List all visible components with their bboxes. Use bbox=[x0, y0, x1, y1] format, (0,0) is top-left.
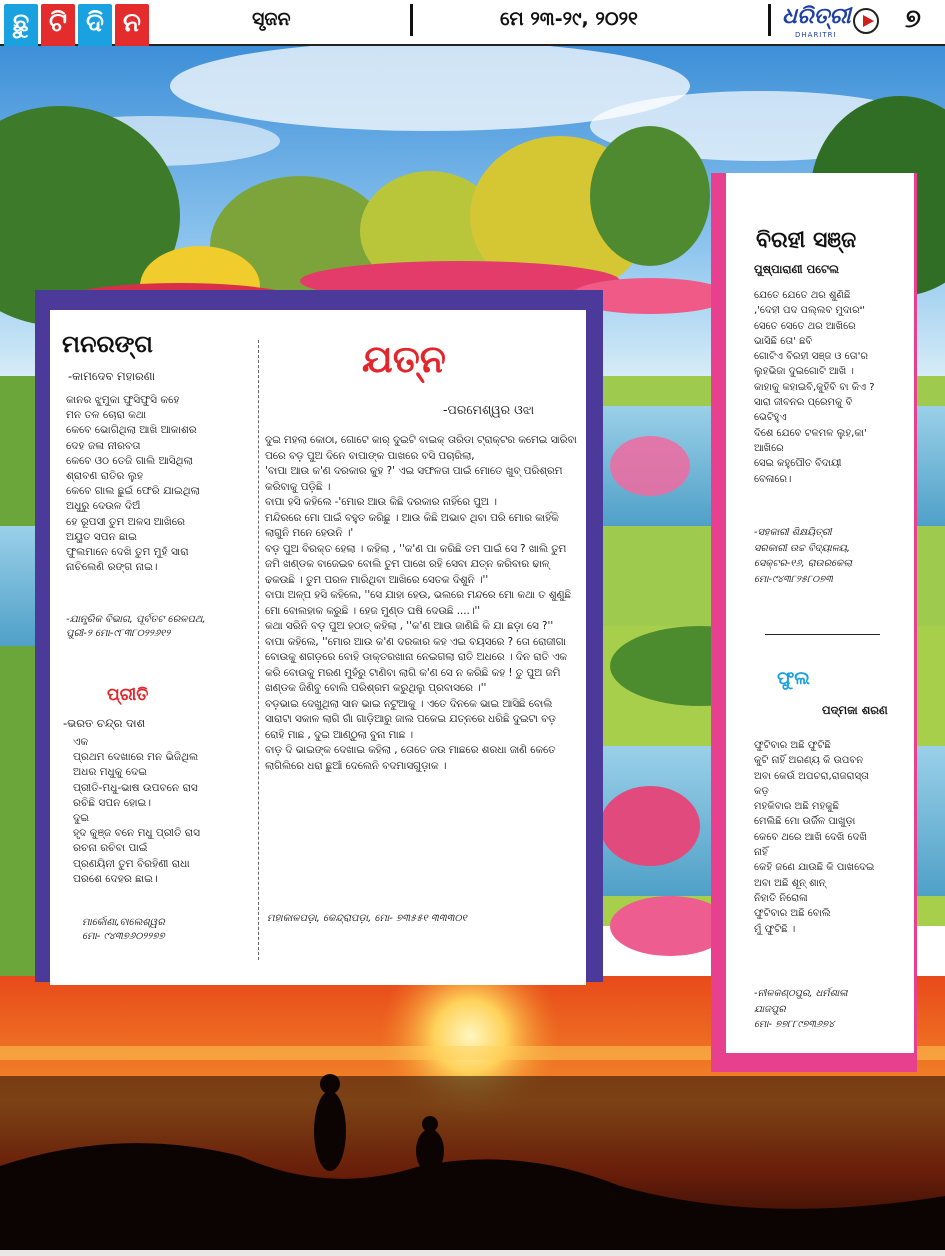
poem-body-priti: ଏକ ପ୍ରଥମ ଦେଖାରେ ମନ ଭିଜିଥିଲ ଅଧର ମଧୁକୁ ଦେଇ ପ୍ରୀତି-ମଧୁ-ଭାଷ ଉପବନେ ରାସ ରଚିଛି ସପନ ହୋଇ। ଦୁଇ ହୃଦ କୁଞ୍ଜ ବନେ ମଧୁ ପ୍ରୀତି ରାସ ରଚନା ରଚିବା ପାଇଁ ପ୍ରଣୟିନୀ ତୁମ ବିରହିଣୀ ରାଧା ପରଶେ ଦେହର ଛାଇ। bbox=[73, 736, 201, 885]
poem-title-birahi: ବିରହୀ ସଞ୍ଜ bbox=[756, 228, 857, 253]
poem-title-priti: ପ୍ରୀତି bbox=[107, 685, 149, 705]
publication-logo: ଧରିତ୍ରୀ bbox=[782, 4, 851, 29]
masthead-letter: ଟି bbox=[41, 4, 75, 62]
poem-body-manaranga: କାନର ଝୁମୁକା ଫୁସିଫୁସି କହେ ମନ ତଳ ଚୋରା କଥା କେବେ ଭୋଗିଥିଲା ଆଖି ଆକାଶର ଦେହ ଜଳା ନୀରବତା କେବେ ଓଠ ତେଜି ଗାଲି ଆସିଥିଲା ଶ୍ରାବଣ ରାତିର ଲୁହ କେବେ ଗାଲ ଛୁଇଁ ଫେରି ଯାଇଥିଲା ଅଧୁରୁ ଦେଉଳ ଦିଅଁ ହେ ରୂପସୀ ତୁମ ଅଳସ ଆଖିରେ ଅୟୁତ ସପନ ଛାଇ ଫୁଲମାନେ ଦେଖି ତୁମ ମୁହଁ ସାରା ନାଚିଲେଣି ରଙ୍ଗ ନାଇ। bbox=[66, 394, 200, 574]
story-credit-jatna: ମହାକାଳପଡ଼ା, କେନ୍ଦ୍ରାପଡ଼ା, ମୋ- ୭୩୫୫୧ ୩୩୩୦୧ bbox=[267, 913, 467, 924]
section-separator bbox=[765, 634, 880, 635]
poem-title-manaranga: ମନରଙ୍ଗ bbox=[62, 330, 153, 358]
poem-credit-priti: ମାର୍କୋଣା,ବାଲେଶ୍ୱର ମୋ- ୯୪୩୭୬୦୨୨୭୭ bbox=[82, 917, 165, 942]
masthead-letter: ଛୁ bbox=[4, 4, 38, 62]
page-bottom-edge bbox=[0, 1250, 945, 1256]
poem-credit-birahi: -ସହକାରୀ ଶିକ୍ଷୟିତ୍ରୀ ସରକାରୀ ଉଚ୍ଚ ବିଦ୍ୟାଳୟ, ସେକ୍ଟର-୧୬, ରାଉରକେଲା ମୋ-୯୪୩୮୨୫୮୦୭୩ bbox=[754, 527, 852, 585]
header-divider bbox=[410, 4, 413, 36]
poem-author-manaranga: -କାମଦେବ ମହାରଣା bbox=[68, 369, 156, 383]
masthead-letter: ନ bbox=[115, 4, 149, 62]
poem-author-birahi: ପୁଷ୍ପାରାଣୀ ପଟେଲ bbox=[754, 262, 839, 276]
section-name: ସୃଜନ bbox=[252, 8, 291, 30]
page-number: ୭ bbox=[905, 4, 921, 34]
poem-title-phula: ଫୁଲ bbox=[777, 668, 810, 689]
story-author-jatna: -ପରମେଶ୍ୱର ଓଝା bbox=[443, 402, 535, 417]
story-title-jatna: ଯତ୍ନ bbox=[362, 337, 446, 381]
story-body-jatna: ଦୁଇ ମହଲା କୋଠା, ଗୋଟେ କାର୍‌ ଦୁଇଟି ବାଇକ୍‌ ତାରିଡା ଟ୍ରାକ୍ଟର କମେଇ ସାରିବା ପରେ ବଡ଼ ପୁଅ ଦିନେ ବାପାଙ୍କ ପାଖରେ ବସି ପଚାରିଲା, 'ବାପା ଆଉ କ'ଣ ଦରକାର କୁହ ?' ଏଇ ସଫଳତା ପାଇଁ ମୋତେ ଖୁବ୍‌ ପରିଶ୍ରମ କରିବାକୁ ପଡ଼ିଛି । ବାପା ହସି କହିଲେ -'ମୋର ଆଉ କିଛି ଦରକାର ନାହିଁରେ ପୁଅ । ମନ୍ଦିରରେ ମୋ ପାଇଁ ବହୁତ କରିଛୁ । ଆଉ କିଛି ଅଭାବ ଥିବା ପରି ମୋର କାହିଁକି ଲାଗୁନି ମନେ ହେଉନି ।' ବଡ଼ ପୁଅ ବିରକ୍ତ ହେଲା । କହିଲା , ''କ'ଣ ପା କରିଛି ତମ ପାଇଁ ସେ ? ଖାଲି ତୁମ ଜମି ଖଣ୍ଡକ ବାଜେଇବ ବୋଲି ତୁମ ପାଖେ ରହି ସେବା ଯତ୍ନ କରିବାର ଢାଳ୍‌ ଢକଉଛି । ତୁମ ପରଳ ମାରିଥିବା ଆଖିରେ ସେତକ ଦିଶୁନି ।'' ବାପା ଅଳ୍ପ ହସି କହିଲେ, ''ସେ ଯାହା ହେଉ, ଭଲରେ ମନ୍ଦରେ ମୋ କଥା ତ ଶୁଣୁଛି ମୋ ବୋଲହାକ କରୁଛି । ହେଜ ମୁଣ୍ଡ ଘଷି ଦେଉଛି ....।'' କଥା ସରିନି ବଡ଼ ପୁଅ ହଠାତ୍‌ କହିଲା , ''କ'ଣ ଆଉ ଜାଣିଛି କି ଯା ଛଡ଼ା ସେ ?'' ବାପା କହିଲେ, ''ମୋର ଆଉ କ'ଣ ଦରକାର କହ ଏଇ ବୟସରେ ? ତୋ ରୋଜୀଗା ବୋଉକୁ ଶଗଡ଼ରେ ବୋହି ଡାକ୍ତରଖାନା ନେଇଗଲା ରାତି ଅଧରେ । ଦିନ ରାତି ଏକ କରି ବୋଉକୁ ମରଣ ମୁହଁରୁ ଟାଣିବା ଲାଗି କ'ଣ ସେ ନ କରିଛି କହ ! ତୁ ପୁଅ ଜମି ଖଣ୍ଡକ ଜିଣିବୁ ବୋଲି ପରିଶ୍ରମ କରୁଥିଲୁ ପ୍ରବାସରେ ।'' ବଡ଼ଭାଇ ଦେଖୁଥିଲା ସାନ ଭାଇ ନଟୁଆକୁ । ଏତେ ଦିନକେ ଭାଇ ଆସିଛି ବୋଲି ସାରାଟା ସକାଳ ଲାଗି ଗାଁ ଗାଡ଼ିଆରୁ ଜାଲ ପକେଇ ଯତ୍ନରେ ଧରିଛି ଦୁଇଟା ବଡ଼ ରୋହି ମାଛ , ଦୁଇ ଆଣ୍ଠୁଲା ବୁନା ମାଛ । ବାଡ଼ ଦି ଭାଇଙ୍କ ଦେଖାଇ କହିଲା , ତୋତେ ଜଉ ମାଛରେ ଶରଧା ଜାଣି କେତେ ଲାଗିଲିରେ ଧରା ଛୁଆଁ ଦେଲେନି ବଦମାସଗୁଡ଼ାକ । bbox=[265, 434, 577, 772]
poem-author-priti: -ଭରତ ଚନ୍ଦ୍ର ଦାଶ bbox=[63, 716, 146, 730]
poem-author-phula: ପଦ୍ମଜା ଶରଣ bbox=[822, 703, 888, 717]
poem-body-phula: ଫୁଟିବାର ଅଛି ଫୁଟିଛି କୁଟି ନାହିଁ ଅରଣ୍ୟ କି ଉପବନ ଅବା କେଉଁ ଅପଚରା,ରାଜରାସ୍ତା କଡ଼ ମହକିବାର ଅଛି ମହକୁଛି ମେଲିଛି ମୋ ଉର୍ଜିଳ ପାଖୁଡ଼ା କେବେ ଥରେ ଆଖି ଦେଖି ଦେଖି ନାହିଁ କେହି ଜଣେ ଯାଉଛି କି ପାଖଦେଇ ଅବା ଅଛି ଶୂନ୍‌ ଶାନ୍‌ ନିହାତି ନିରୋଳା ଫୁଟିବାର ଅଛି ବୋଲି ମୁଁ ଫୁଟିଛି । bbox=[754, 740, 875, 935]
column-divider bbox=[258, 340, 259, 960]
play-icon bbox=[853, 8, 879, 34]
poem-credit-phula: -ନୀଳକଣ୍ଠପୁର, ଧର୍ମଶାଳା ଯାଜପୁର ମୋ- ୭୭୮୮୯୭୩୬୭୪ bbox=[754, 988, 848, 1030]
masthead-letter: ଦି bbox=[78, 4, 112, 62]
poem-body-birahi: ଯେତେ ଯେତେ ଥର ଶୁଣିଛି ,'ଦେହୀ ପଦ ପଲ୍ଲବ ମୁଦାରଂ' ସେତେ ସେତେ ଥର ଆଖିରେ ଭାସିଛି ତୋ' ଛବି ଗୋଟିଏ ବିରହୀ ସଞ୍ଜ ଓ ତୋ'ର ଲୁହଭିଜା ଦୁଇଗୋଟି ଆଖି । କାହାକୁ କହାଇବି,କୁହିବି ବା କିଏ ? ସାରା ଜୀବନର ପ୍ରେମକୁ ବି ଭେଟିହୁଏ ଦିଶେ ଯେବେ ଟଳମଳ ଲୁହ,କା' ଆଖିରେ ସେଇ କହୁପୌତ ବିଦାୟୀ ବେଳାରେ। bbox=[754, 290, 875, 485]
issue-date: ମେ ୨୩-୨୯, ୨୦୨୧ bbox=[500, 8, 638, 30]
page-header bbox=[0, 0, 945, 46]
poem-credit-manaranga: -ଯାନ୍ତ୍ରିକ ବିଭାଗ, ପୂର୍ବତଟ ରେଳପଥ, ପୁରୀ-୨ ମୋ-୯୮୩୮୦୨୨୬୧୨ bbox=[66, 614, 206, 639]
header-divider bbox=[768, 4, 771, 36]
publication-logo-sub: DHARITRI bbox=[795, 31, 837, 39]
